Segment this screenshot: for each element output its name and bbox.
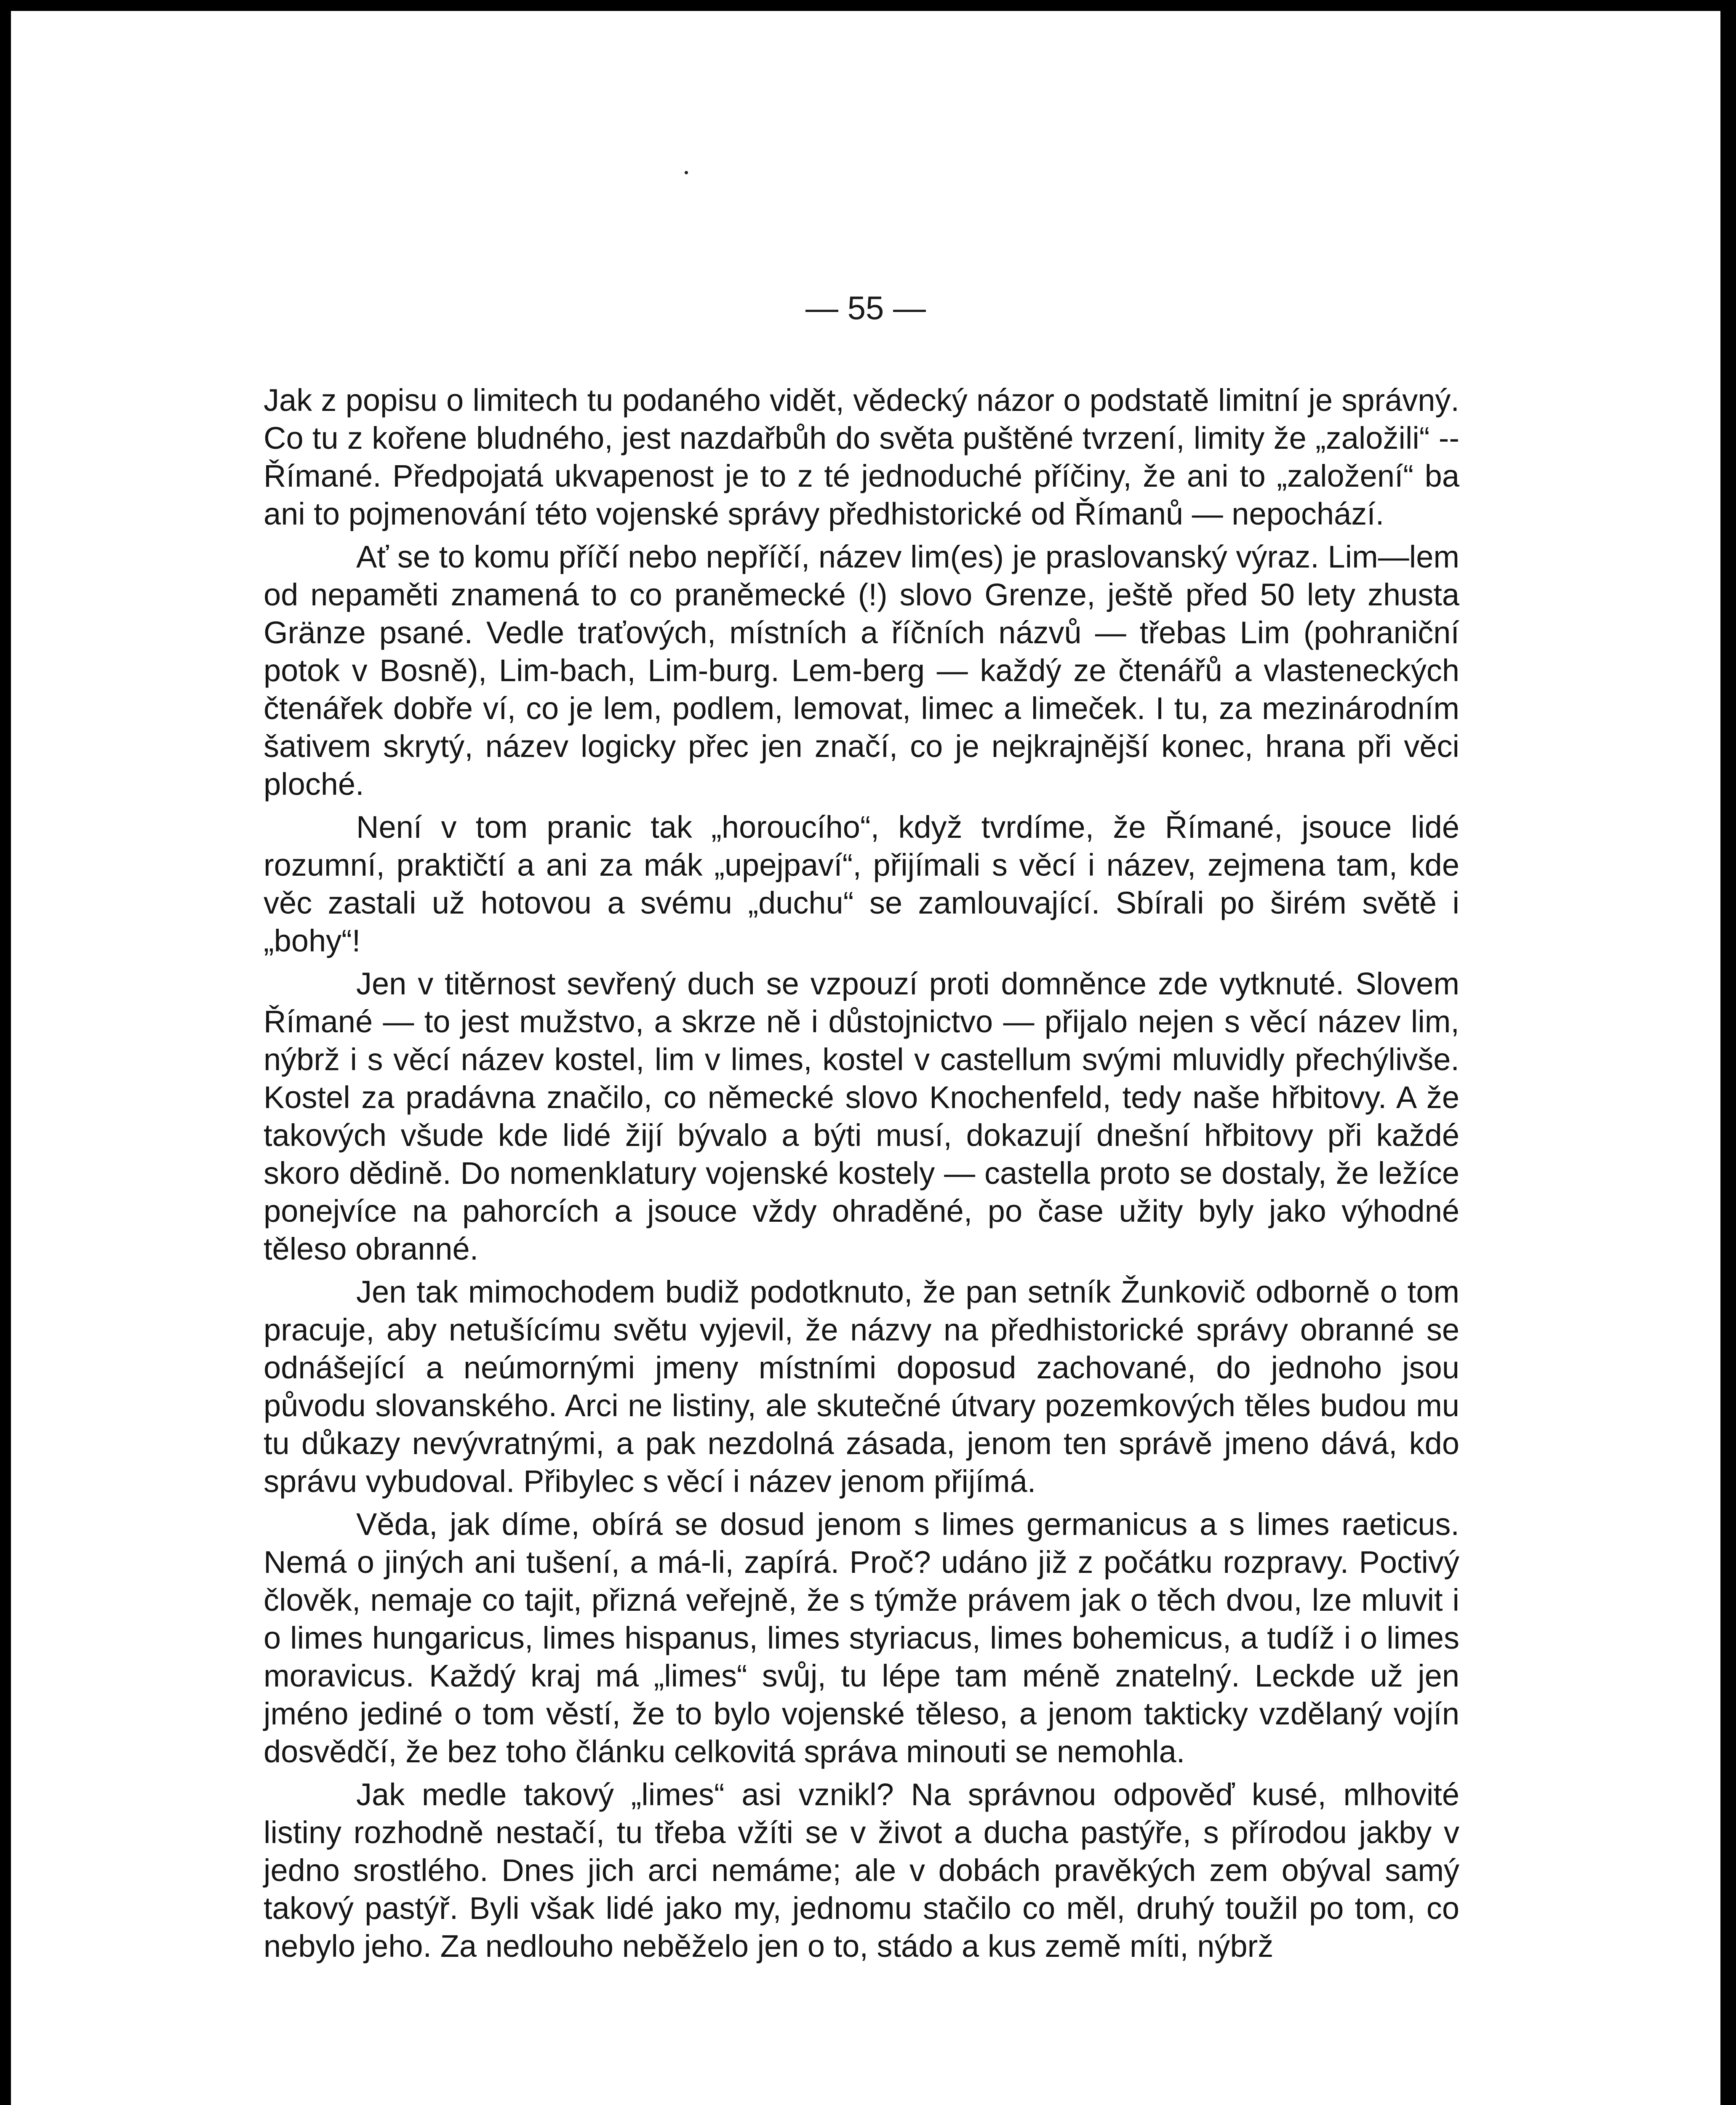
scan-speck (685, 171, 688, 174)
body-text (264, 381, 1459, 1970)
paragraph-4: Jen v titěrnost sevřený duch se vzpouzí proti domněnce zde vytknuté. Slovem Římané — to jest mužstvo, a skrze ně i důstojnictvo — přijalo nejen s věcí název lim, nýbrž i s věcí název kostel, lim v limes, kostel v castellum svými mluvidly přechýlivše. Kostel za pradávna značilo, co německé slovo Knochenfeld, tedy naše hřbitovy. A že takových všude kde lidé žijí bývalo a býti musí, dokazují dnešní hřbitovy při každé skoro dědině. Do nomenklatury vojenské kostely — castella proto se dostaly, že ležíce ponejvíce na pahorcích a jsouce vždy ohraděné, po čase užity byly jako výhodné těleso obranné. (264, 966, 1459, 1266)
paragraph-3: Není v tom pranic tak „horoucího“, když tvrdíme, že Římané, jsouce lidé rozumní, praktičtí a ani za mák „upejpaví“, přijímali s věcí i název, zejmena tam, kde věc zastali už hotovou a svému „duchu“ se zamlouvající. Sbírali po širém světě i „bohy“! (264, 810, 1459, 958)
paragraph-5: Jen tak mimochodem budiž podotknuto, že pan setník Žunkovič odborně o tom pracuje, aby netušícímu světu vyjevil, že názvy na předhistorické správy obranné se odnášející a neúmornými jmeny místními doposud zachované, do jednoho jsou původu slovanského. Arci ne listiny, ale skutečné útvary pozemkových těles budou mu tu důkazy nevývratnými, a pak nezdolná zásada, jenom ten správě jmeno dává, kdo správu vybudoval. Přibylec s věcí i název jenom přijímá. (264, 1274, 1459, 1499)
document-page (11, 11, 1720, 2105)
paragraph-6: Věda, jak díme, obírá se dosud jenom s limes germanicus a s limes raeticus. Nemá o jiných ani tušení, a má-li, zapírá. Proč? udáno již z počátku rozpravy. Poctivý člověk, nemaje co tajit, přizná veřejně, že s týmže právem jak o těch dvou, lze mluvit i o limes hungaricus, limes hispanus, limes styriacus, limes bohemicus, a tudíž i o limes moravicus. Každý kraj má „limes“ svůj, tu lépe tam méně znatelný. Leckde už jen jméno jediné o tom věstí, že to bylo vojenské těleso, a jenom takticky vzdělaný vojín dosvědčí, že bez toho článku celkovitá správa minouti se nemohla. (264, 1507, 1459, 1769)
paragraph-2: Ať se to komu příčí nebo nepříčí, název lim(es) je praslovanský výraz. Lim—lem od nepaměti znamená to co praněmecké (!) slovo Grenze, ještě před 50 lety zhusta Gränze psané. Vedle traťových, místních a říčních názvů — třebas Lim (pohraniční potok v Bosně), Lim-bach, Lim-burg. Lem-berg — každý ze čtenářů a vlasteneckých čtenářek dobře ví, co je lem, podlem, lemovat, limec a limeček. I tu, za mezinárodním šativem skrytý, název logicky přec jen značí, co je nejkrajnější konec, hrana při věci ploché. (264, 539, 1459, 802)
page-number: — 55 — (805, 289, 926, 326)
paragraph-7: Jak medle takový „limes“ asi vznikl? Na správnou odpověď kusé, mlhovité listiny rozhodně nestačí, tu třeba vžíti se v život a ducha pastýře, s přírodou jakby v jedno srostlého. Dnes jich arci nemáme; ale v dobách pravěkých zem obýval samý takový pastýř. Byli však lidé jako my, jednomu stačilo co měl, druhý toužil po tom, co nebylo jeho. Za nedlouho neběželo jen o to, stádo a kus země míti, nýbrž (264, 1777, 1459, 1964)
paragraph-1: Jak z popisu o limitech tu podaného vidět, vědecký názor o podstatě limitní je správný. Co tu z kořene bludného, jest nazdařbůh do světa puštěné tvrzení, limity že „založili“ -- Římané. Předpojatá ukvapenost je to z té jednoduché příčiny, že ani to „založení“ ba ani to pojmenování této vojenské správy předhistorické od Římanů — nepochází. (264, 383, 1459, 531)
